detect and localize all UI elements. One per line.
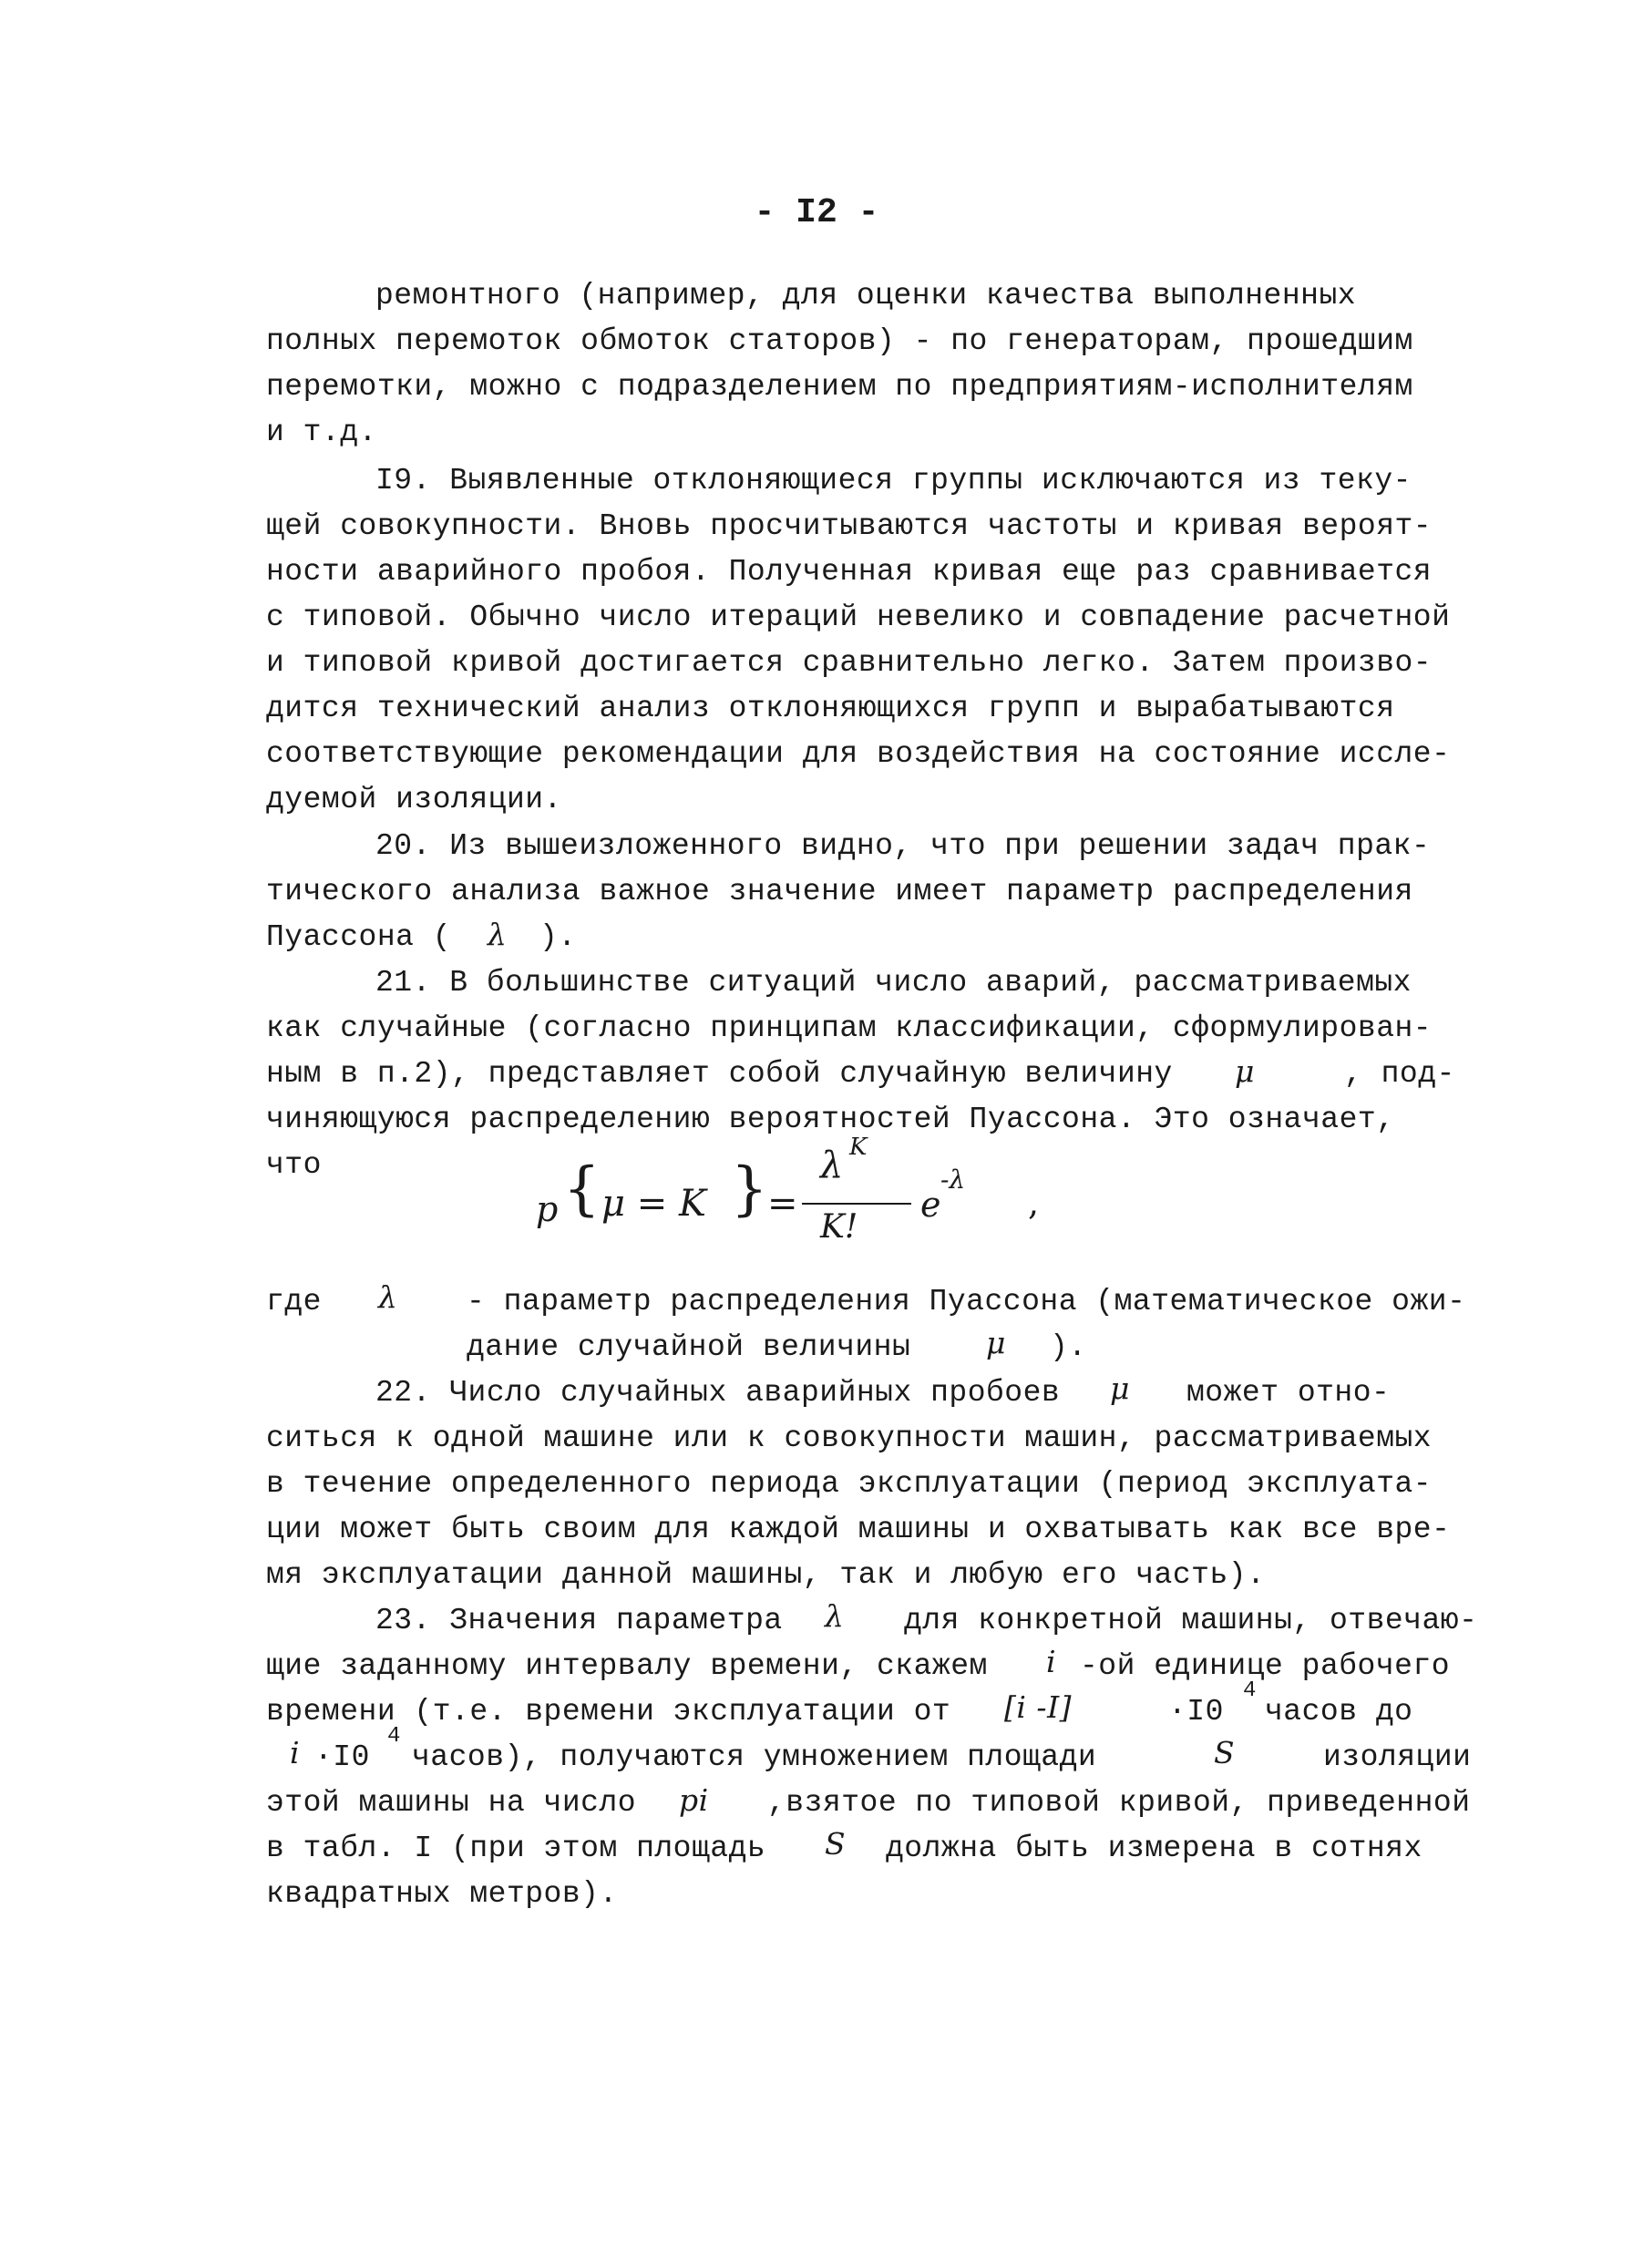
formula-numerator: λ xyxy=(820,1144,844,1186)
exponent: 4 xyxy=(387,1724,401,1749)
lambda-symbol: λ xyxy=(488,917,508,952)
text-line: квадратных метров). xyxy=(266,1877,618,1911)
text-line: времени (т.е. времени эксплуатации от xyxy=(266,1695,951,1729)
pi-symbol: pi xyxy=(679,1782,709,1818)
text-line: где xyxy=(266,1285,322,1319)
text-line: ным в п.2), представляет собой случайную величину xyxy=(266,1057,1173,1091)
text-line: -ой единице рабочего xyxy=(1080,1649,1451,1683)
formula-comma: , xyxy=(1028,1183,1040,1223)
mu-symbol: μ xyxy=(1110,1370,1130,1406)
text-line: ). xyxy=(1050,1330,1087,1364)
text-line: часов до xyxy=(1265,1695,1413,1729)
text-line: тического анализа важное значение имеет параметр распределения xyxy=(266,875,1413,908)
text-line: ситься к одной машине или к совокупности машин, рассматриваемых xyxy=(266,1421,1433,1455)
i-symbol: i xyxy=(1046,1644,1057,1679)
interval-bracket: [i -I] xyxy=(1004,1689,1072,1725)
text-line: Пуассона ( xyxy=(266,920,452,954)
lambda-symbol: λ xyxy=(378,1279,398,1315)
text-line: в течение определенного периода эксплуатации (период эксплуата- xyxy=(266,1467,1433,1501)
text-line: может отно- xyxy=(1186,1376,1391,1410)
formula-denominator: K! xyxy=(820,1208,858,1246)
formula-equals: = xyxy=(767,1183,798,1225)
text-line: - параметр распределения Пуассона (математическое ожи- xyxy=(467,1285,1466,1319)
text-line: 22. Число случайных аварийных пробоев xyxy=(375,1376,1061,1410)
text-line: чиняющуюся распределению вероятностей Пуассона. Это означает, xyxy=(266,1103,1395,1136)
formula-e: e xyxy=(920,1185,941,1225)
formula-lbrace: { xyxy=(563,1155,601,1223)
text-line: , под- xyxy=(1344,1057,1455,1091)
text-line: 21. В большинстве ситуаций число аварий, рассматриваемых xyxy=(375,966,1412,1000)
text-line: и типовой кривой достигается сравнительно легко. Затем произво- xyxy=(266,646,1433,680)
text-line: дуемой изоляции. xyxy=(266,783,562,816)
text-line: ,взятое по типовой кривой, приведенной xyxy=(767,1786,1471,1820)
i-symbol: i xyxy=(290,1735,301,1770)
text-line: этой машины на число xyxy=(266,1786,637,1820)
text-line: для конкретной машины, отвечаю- xyxy=(904,1604,1478,1637)
formula-e-exponent: -λ xyxy=(940,1165,966,1195)
text-line: дание случайной величины xyxy=(467,1330,911,1364)
text-line: изоляции xyxy=(1323,1740,1472,1774)
text-line: и т.д. xyxy=(266,416,377,449)
text-line: ). xyxy=(539,920,577,954)
formula-p: p xyxy=(536,1189,559,1229)
text-line: 23. Значения параметра xyxy=(375,1604,783,1637)
text-line: щей совокупности. Вновь просчитываются частоты и кривая вероят- xyxy=(266,509,1433,543)
text-line: щие заданному интервалу времени, скажем xyxy=(266,1649,988,1683)
text-line: ности аварийного пробоя. Полученная кривая еще раз сравнивается xyxy=(266,555,1433,589)
text-line: полных перемоток обмоток статоров) - по генераторам, прошедшим xyxy=(266,324,1413,358)
s-symbol: S xyxy=(1214,1735,1236,1770)
text-line: ·I0 xyxy=(314,1740,370,1774)
s-symbol: S xyxy=(825,1826,847,1862)
text-line: перемотки, можно с подразделением по предприятиям-исполнителям xyxy=(266,370,1413,404)
text-line: ции может быть своим для каждой машины и охватывать как все вре- xyxy=(266,1513,1451,1546)
fraction-bar xyxy=(802,1203,911,1205)
text-line: соответствующие рекомендации для воздействия на состояние иссле- xyxy=(266,737,1451,771)
text-line: с типовой. Обычно число итераций невелико и совпадение расчетной xyxy=(266,600,1451,634)
text-line: часов), получаются умножением площади xyxy=(412,1740,1097,1774)
text-line: 20. Из вышеизложенного видно, что при решении задач прак- xyxy=(375,829,1431,863)
text-line: ·I0 xyxy=(1168,1695,1224,1729)
text-line: что xyxy=(266,1148,322,1182)
text-line: должна быть измерена в сотнях xyxy=(886,1832,1422,1865)
formula-numerator-exponent: K xyxy=(849,1134,868,1161)
lambda-symbol: λ xyxy=(825,1598,845,1634)
poisson-formula xyxy=(529,1134,1075,1257)
text-line: дится технический анализ отклоняющихся групп и вырабатываются xyxy=(266,692,1395,725)
text-line: в табл. I (при этом площадь xyxy=(266,1832,766,1865)
exponent: 4 xyxy=(1243,1678,1257,1703)
mu-symbol: μ xyxy=(986,1325,1006,1360)
text-line: I9. Выявленные отклоняющиеся группы исключаются из теку- xyxy=(375,464,1412,498)
text-line: как случайные (согласно принципам классификации, сформулирован- xyxy=(266,1011,1433,1045)
mu-symbol: μ xyxy=(1235,1053,1255,1089)
formula-mu-eq-k: μ = K xyxy=(601,1183,706,1225)
text-line: мя эксплуатации данной машины, так и любую его часть). xyxy=(266,1558,1266,1592)
page-number: - I2 - xyxy=(754,193,879,232)
formula-rbrace: } xyxy=(731,1155,768,1223)
text-line: ремонтного (например, для оценки качества выполненных xyxy=(375,279,1357,313)
